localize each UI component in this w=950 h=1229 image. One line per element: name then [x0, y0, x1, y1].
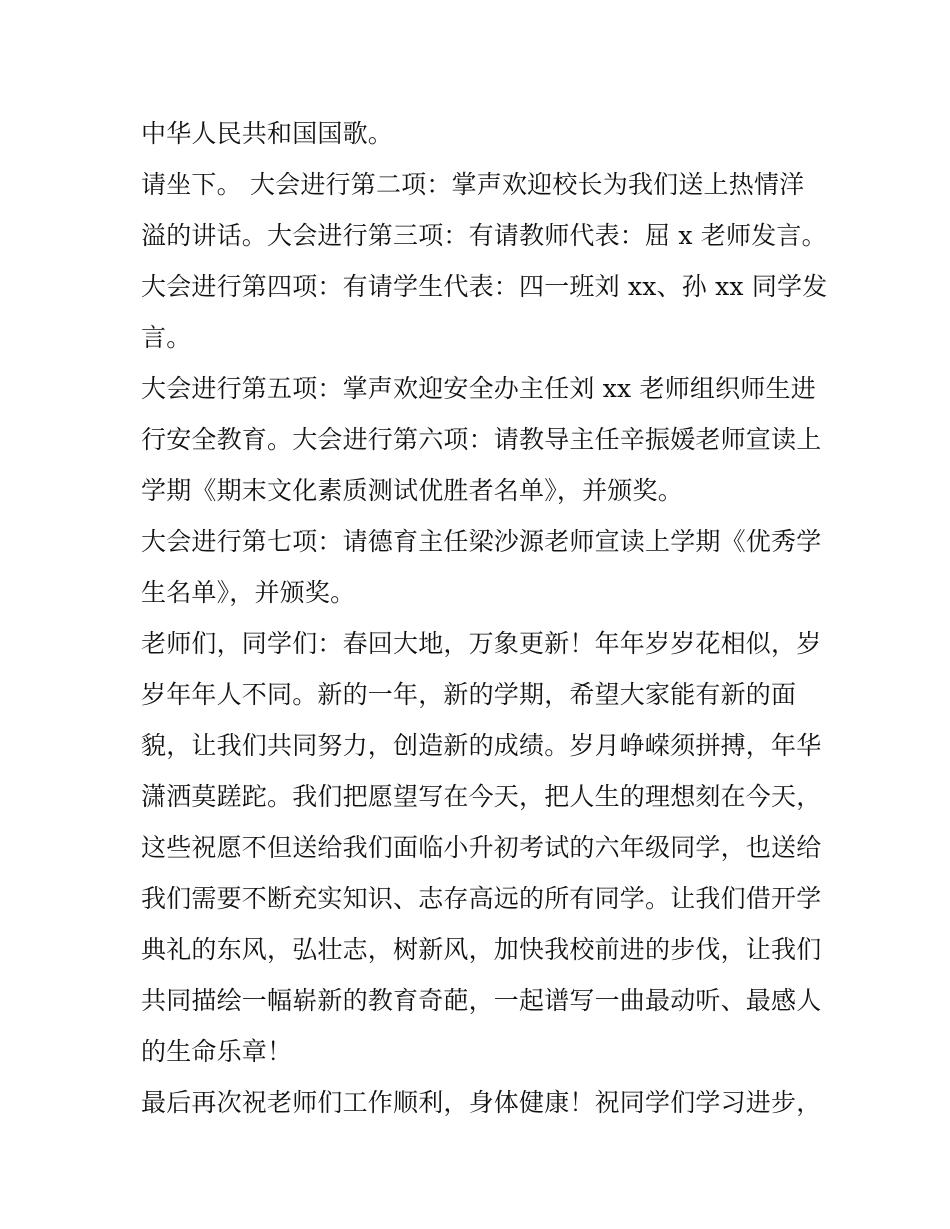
text-line: 言。	[141, 323, 192, 352]
text-line: 共同描绘一幅崭新的教育奇葩，一起谱写一曲最动听、最感人	[141, 986, 822, 1015]
text-line: 行安全教育。大会进行第六项：请教导主任辛振媛老师宣读上	[141, 425, 822, 454]
text-line: 的生命乐章！	[141, 1037, 293, 1066]
text-line: 岁年年人不同。新的一年，新的学期，希望大家能有新的面	[141, 680, 797, 709]
text-line: 潇洒莫蹉跎。我们把愿望写在今天，把人生的理想刻在今天，	[141, 782, 822, 811]
text-line: 最后再次祝老师们工作顺利，身体健康！祝同学们学习进步，	[141, 1088, 822, 1117]
text-line: 貌，让我们共同努力，创造新的成绩。岁月峥嵘须拼搏，年华	[141, 731, 822, 760]
text-line: 大会进行第四项：有请学生代表：四一班刘 xx、孙 xx 同学发	[141, 272, 828, 301]
text-line: 溢的讲话。大会进行第三项：有请教师代表：屈 x 老师发言。	[141, 221, 827, 250]
text-line: 请坐下。 大会进行第二项：掌声欢迎校长为我们送上热情洋	[141, 170, 805, 199]
text-line: 生名单》，并颁奖。	[141, 578, 356, 607]
text-line: 大会进行第五项：掌声欢迎安全办主任刘 xx 老师组织师生进	[141, 374, 816, 403]
text-line: 大会进行第七项：请德育主任梁沙源老师宣读上学期《优秀学	[141, 527, 822, 556]
document-body	[141, 108, 828, 1128]
text-line: 学期《期末文化素质测试优胜者名单》，并颁奖。	[141, 476, 683, 505]
text-line: 我们需要不断充实知识、志存高远的所有同学。让我们借开学	[141, 884, 822, 913]
text-line: 老师们，同学们：春回大地，万象更新！年年岁岁花相似，岁	[141, 629, 822, 658]
text-line: 典礼的东风，弘壮志，树新风，加快我校前进的步伐，让我们	[141, 935, 822, 964]
text-line: 这些祝愿不但送给我们面临小升初考试的六年级同学，也送给	[141, 833, 822, 862]
text-line: 中华人民共和国国歌。	[141, 119, 394, 148]
